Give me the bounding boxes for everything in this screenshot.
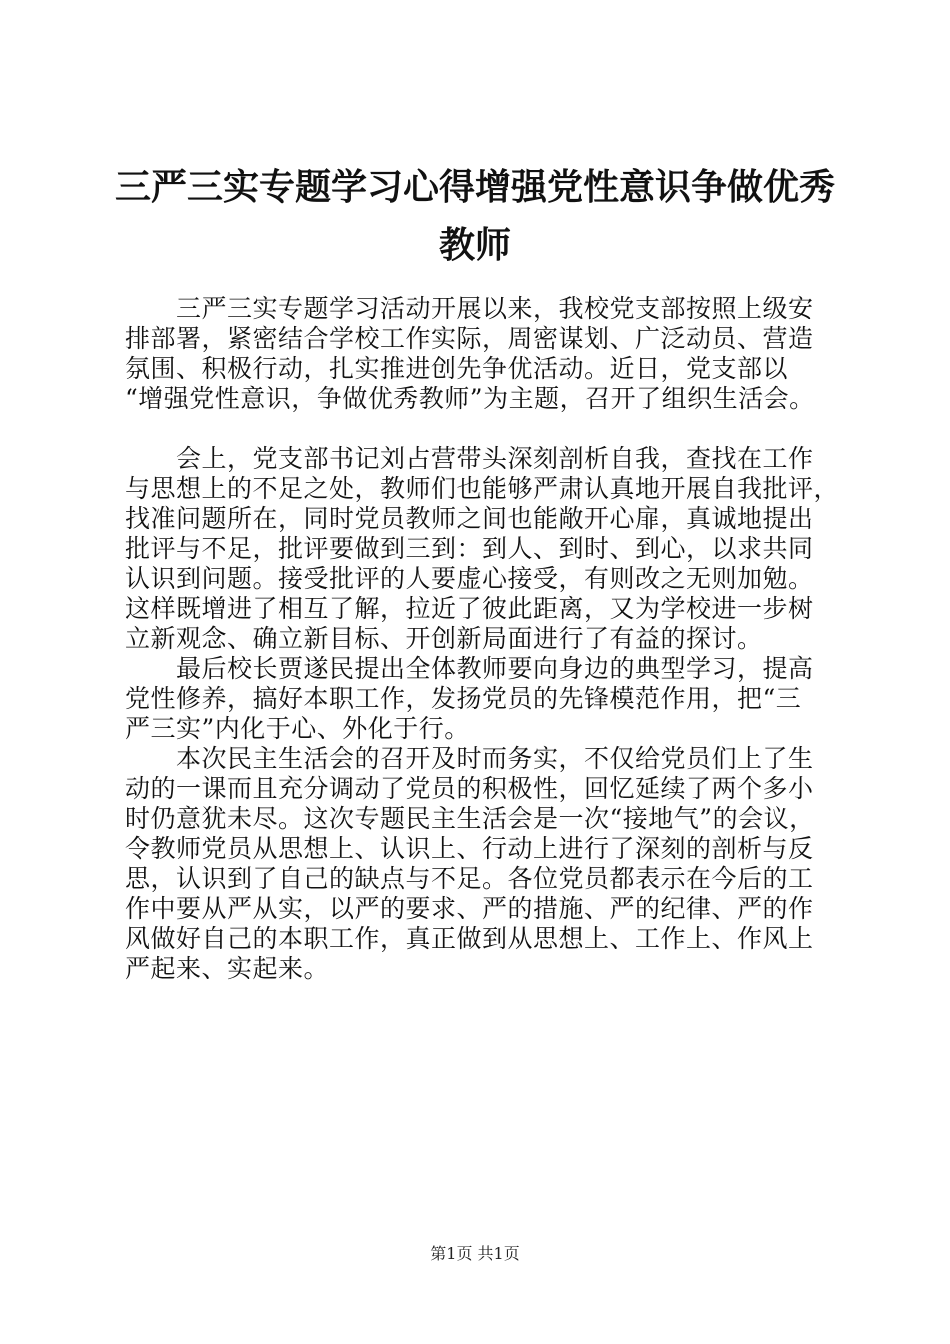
paragraph-line: 严起来、实起来。 <box>125 954 330 983</box>
title-line-2: 教师 <box>438 224 511 266</box>
paragraph-line: 动的一课而且充分调动了党员的积极性，回忆延续了两个多小 <box>125 774 814 803</box>
paragraph-line: 认识到问题。接受批评的人要虚心接受，有则改之无则加勉。 <box>125 564 814 593</box>
paragraph-line: 本次民主生活会的召开及时而务实，不仅给党员们上了生 <box>125 744 814 773</box>
paragraph-line: 思，认识到了自己的缺点与不足。各位党员都表示在今后的工 <box>125 864 814 893</box>
paragraph-line: 时仍意犹未尽。这次专题民主生活会是一次“接地气”的会议， <box>125 804 815 833</box>
paragraph-line: 批评与不足，批评要做到三到：到人、到时、到心，以求共同 <box>125 534 814 563</box>
paragraph-1 <box>125 294 845 414</box>
paragraph-line: 立新观念、确立新目标、开创新局面进行了有益的探讨。 <box>125 624 763 653</box>
paragraph-line: 严三实”内化于心、外化于行。 <box>125 714 470 743</box>
paragraph-line: 风做好自己的本职工作，真正做到从思想上、工作上、作风上 <box>125 924 814 953</box>
document-body <box>125 294 845 984</box>
paragraph-line: “增强党性意识，争做优秀教师”为主题，召开了组织生活会。 <box>125 384 815 413</box>
paragraph-2 <box>125 444 845 654</box>
paragraph-line: 氛围、积极行动，扎实推进创先争优活动。近日，党支部以 <box>125 354 789 383</box>
page-number-label: 第1页 共1页 <box>430 1244 520 1263</box>
paragraph-line: 这样既增进了相互了解，拉近了彼此距离，又为学校进一步树 <box>125 594 814 623</box>
paragraph-line: 作中要从严从实，以严的要求、严的措施、严的纪律、严的作 <box>125 894 814 923</box>
paragraph-3 <box>125 654 845 744</box>
paragraph-line: 与思想上的不足之处，教师们也能够严肃认真地开展自我批评， <box>125 474 840 503</box>
paragraph-line: 排部署，紧密结合学校工作实际，周密谋划、广泛动员、营造 <box>125 324 814 353</box>
paragraph-line: 三严三实专题学习活动开展以来，我校党支部按照上级安 <box>125 294 814 323</box>
title-line-1: 三严三实专题学习心得增强党性意识争做优秀 <box>114 166 835 208</box>
paragraph-4 <box>125 744 845 984</box>
paragraph-line: 党性修养，搞好本职工作，发扬党员的先锋模范作用，把“三 <box>125 684 802 713</box>
paragraph-line: 令教师党员从思想上、认识上、行动上进行了深刻的剖析与反 <box>125 834 814 863</box>
paragraph-line: 找准问题所在，同时党员教师之间也能敞开心扉，真诚地提出 <box>125 504 814 533</box>
paragraph-line: 会上，党支部书记刘占营带头深刻剖析自我，查找在工作 <box>125 444 814 473</box>
document-title <box>112 158 838 274</box>
paragraph-spacer <box>125 414 845 444</box>
paragraph-line: 最后校长贾遂民提出全体教师要向身边的典型学习，提高 <box>125 654 814 683</box>
page-footer <box>0 1244 950 1264</box>
